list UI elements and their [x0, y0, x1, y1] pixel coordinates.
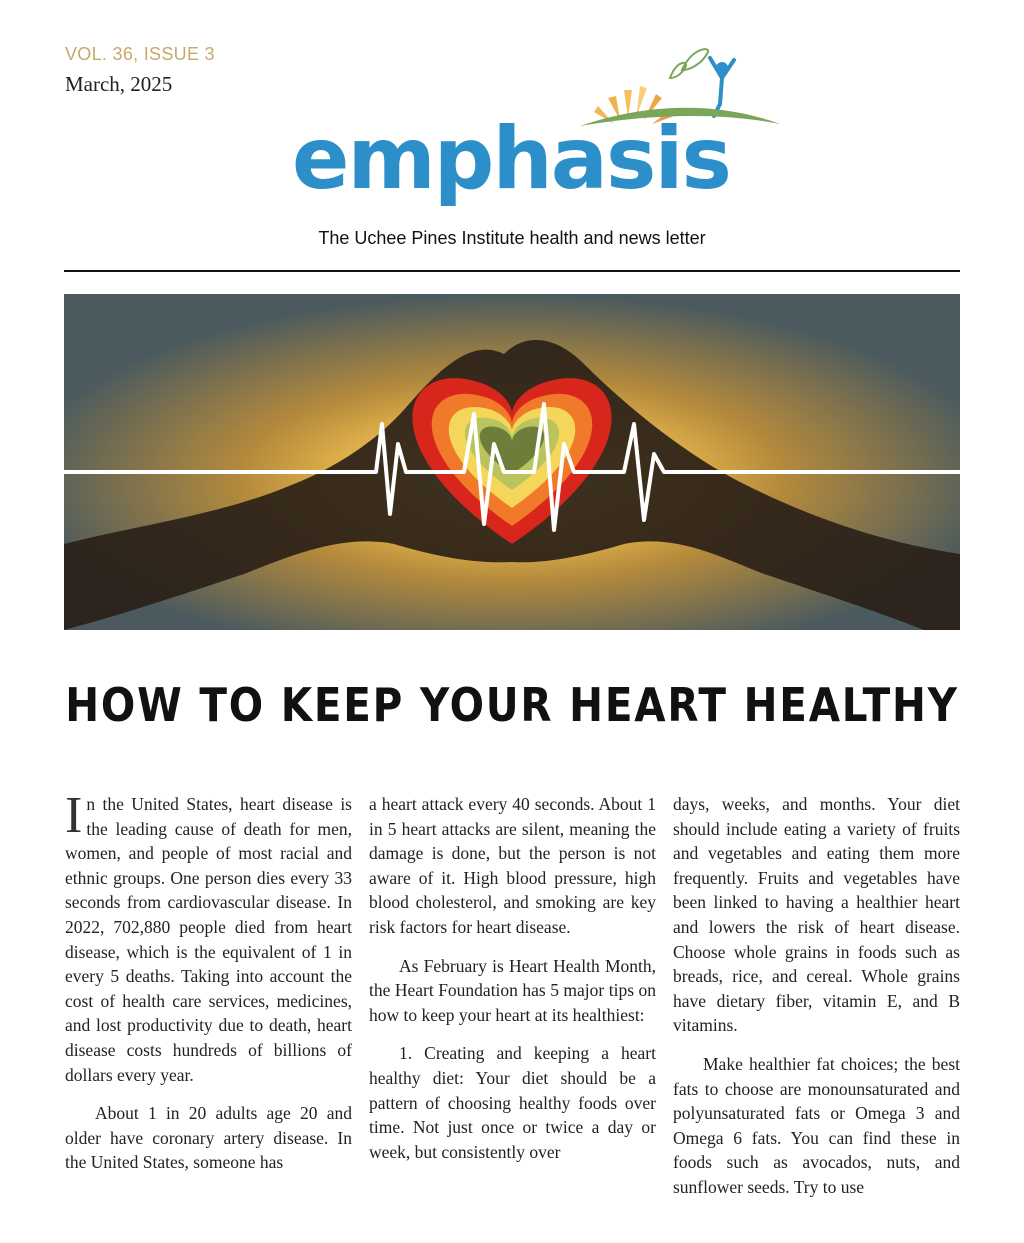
- volume-issue: VOL. 36, ISSUE 3: [65, 44, 215, 64]
- paragraph: Make healthier fat choices; the best fats to choose are monounsaturated and polyunsaturated fats or Omega 3 and Omega 6 fats. You can find these in foods such as avocados, nuts, and sunflower seeds. Try to use: [673, 1053, 960, 1197]
- article-headline: HOW TO KEEP YOUR HEART HEALTHY: [65, 678, 959, 732]
- header-divider: [64, 270, 960, 272]
- paragraph: days, weeks, and months. Your diet should include eating a variety of fruits and vegetables and eating them more frequently. Fruits and vegetables have been linked to having a healthier heart and lowers the risk of heart disease. Choose whole grains in foods such as breads, rice, and cereal. Whole grains have dietary fiber, vitamin E, and B vitamins.: [673, 794, 960, 1036]
- logo-wordmark: emphasis: [292, 109, 730, 209]
- emphasis-logo: [290, 38, 790, 228]
- paragraph: In the United States, heart disease is the leading cause of death for men, women, and people of most racial and ethnic groups. One person dies every 33 seconds from cardiovascular disease. In 2022, 702,880 people died from heart disease, which is the equivalent of 1 in every 5 deaths. Taking into account the cost of health care services, medicines, and lost productivity due to death, heart disease costs hundreds of billions of dollars every year.: [65, 787, 352, 1085]
- drop-cap: I: [65, 787, 83, 844]
- paragraph: 1. Creating and keeping a heart healthy diet: Your diet should be a pattern of choosing healthy foods over time. Not just once or twice a day or week, but consistently over: [369, 1043, 656, 1162]
- tagline: The Uchee Pines Institute health and news letter: [318, 228, 706, 248]
- paragraph: About 1 in 20 adults age 20 and older have coronary artery disease. In the United States, someone has: [65, 1103, 352, 1173]
- paragraph: As February is Heart Health Month, the Heart Foundation has 5 major tips on how to keep your heart at its healthiest:: [369, 955, 656, 1025]
- person-figure-icon: [710, 58, 734, 116]
- issue-date: March, 2025: [65, 72, 173, 96]
- paragraph: a heart attack every 40 seconds. About 1 in 5 heart attacks are silent, meaning the damage is done, but the person is not aware of it. High blood pressure, high blood cholesterol, and smoking are key risk factors for heart disease.: [369, 794, 656, 937]
- hero-image-heart-hands: [64, 294, 960, 630]
- article-column-1: [65, 787, 352, 1189]
- article-column-3: [673, 792, 960, 1214]
- article-column-2: [369, 792, 656, 1178]
